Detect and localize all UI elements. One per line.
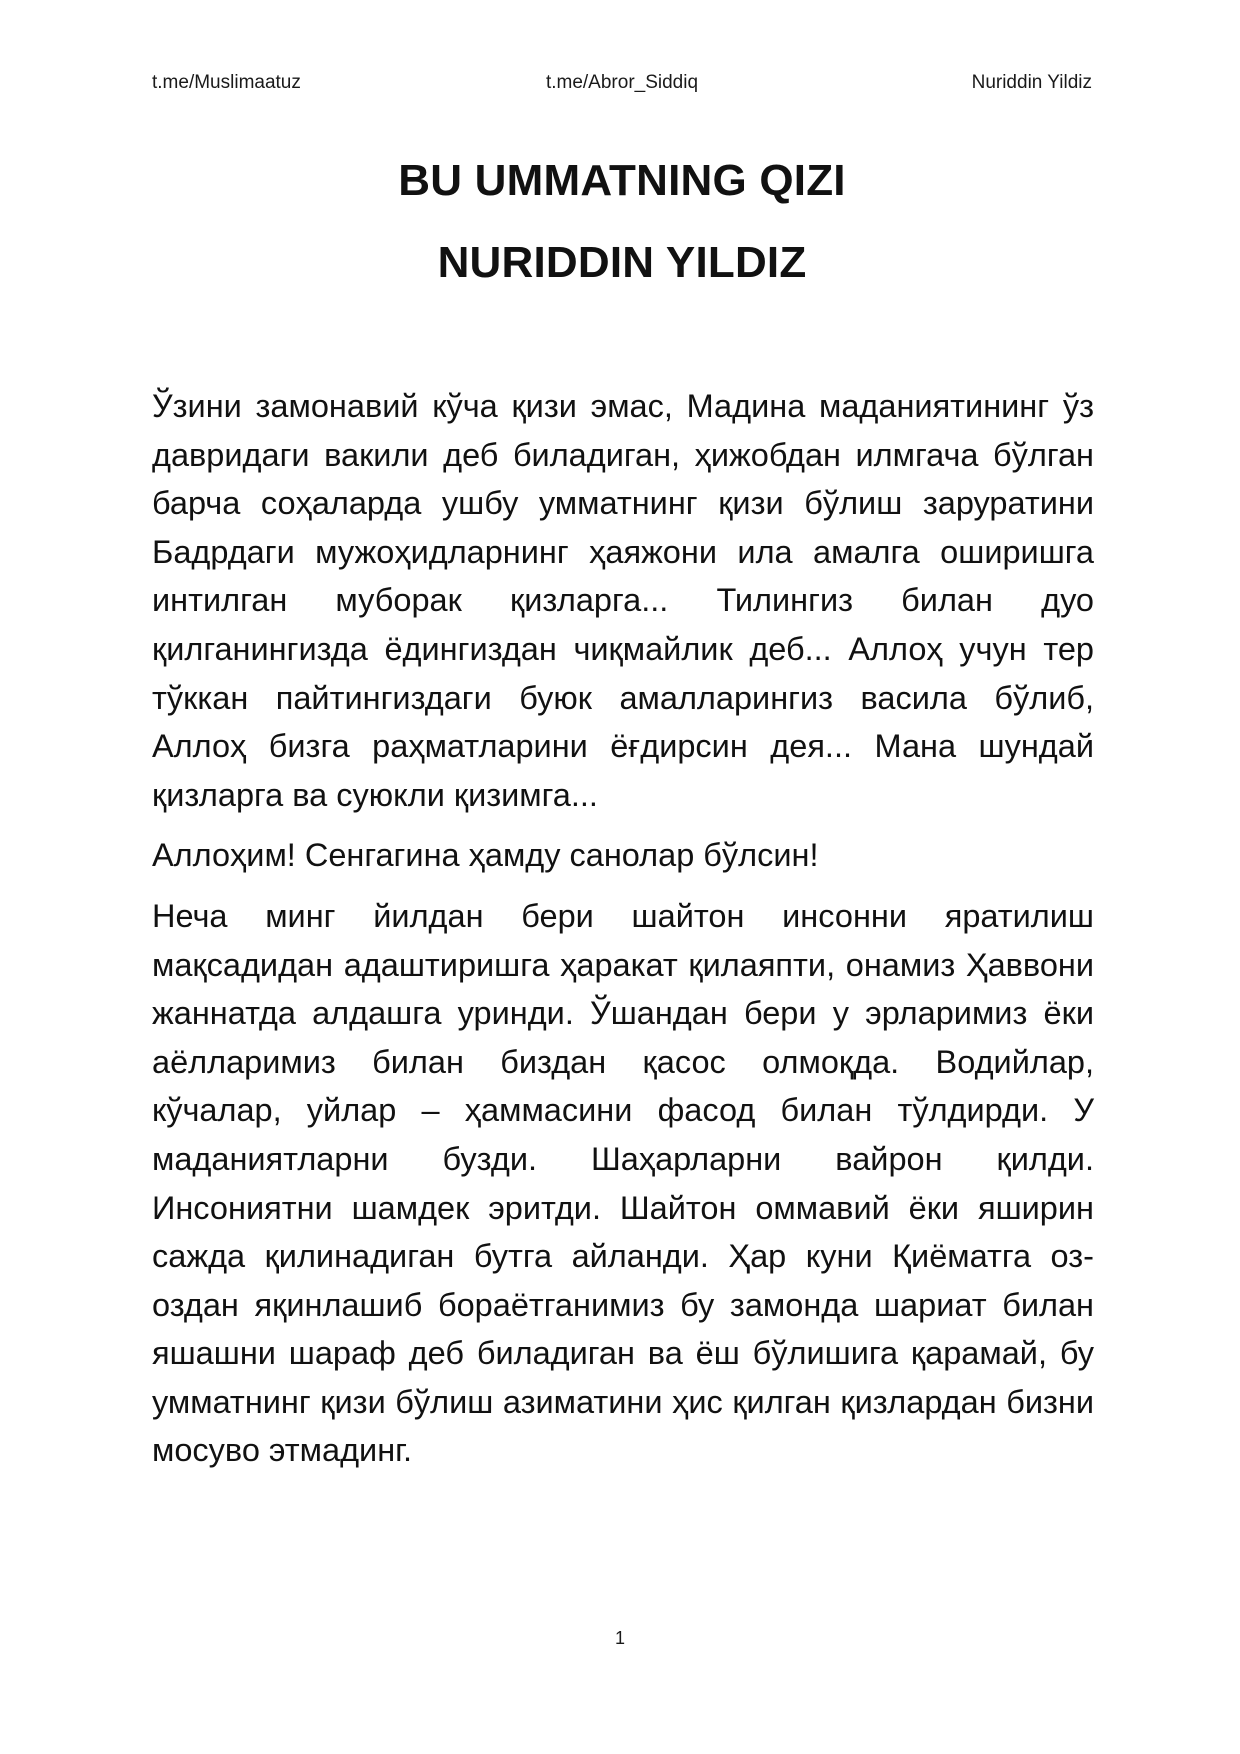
document-body [152,382,1094,1487]
page-header [152,72,1092,102]
document-title: BU UMMATNING QIZI [398,156,846,205]
paragraph-dedication: Ўзини замонавий кўча қизи эмас, Мадина маданиятининг ўз давридаги вакили деб биладиган, ҳижобдан илмгача бўлган барча соҳаларда ушбу умматнинг қизи бўлиш заруратини Бадрдаги мужоҳидларнинг ҳаяжони ила амалга оширишга интилган муборак қизларга... Тилингиз билан дуо қилганингизда ёдингиздан чиқмайлик деб... Аллоҳ учун тер тўккан пайтингиздаги буюк амалларингиз васила бўлиб, Аллоҳ бизга раҳматларини ёғдирсин дея... Мана шундай қизларга ва суюкли қизимга... [152,388,1094,813]
page-number: 1 [614,1628,625,1648]
header-author: Nuriddin Yildiz [971,72,1092,93]
document-author-title: NURIDDIN YILDIZ [437,238,807,287]
paragraph-praise: Аллоҳим! Сенгагина ҳамду санолар бўлсин! [152,837,819,874]
header-center-link[interactable]: t.me/Abror_Siddiq [545,72,699,93]
paragraph-main: Неча минг йилдан бери шайтон инсонни яратилиш мақсадидан адаштиришга ҳаракат қилаяпти, онамиз Ҳаввони жаннатда алдашга уринди. Ўшандан бери у эрларимиз ёки аёлларимиз билан биздан қасос олмоқда. Водийлар, кўчалар, уйлар – ҳаммасини фасод билан тўлдирди. У маданиятларни бузди. Шаҳарларни вайрон қилди. Инсониятни шамдек эритди. Шайтон оммавий ёки яширин сажда қилинадиган бутга айланди. Ҳар куни Қиёматга оз-оздан яқинлашиб бораётганимиз бу замонда шариат билан яшашни шараф деб биладиган ва ёш бўлишига қарамай, бу умматнинг қизи бўлиш азиматини ҳис қилган қизлардан бизни мосуво этмадинг. [152,897,1094,1469]
header-left-link[interactable]: t.me/Muslimaatuz [152,72,301,93]
